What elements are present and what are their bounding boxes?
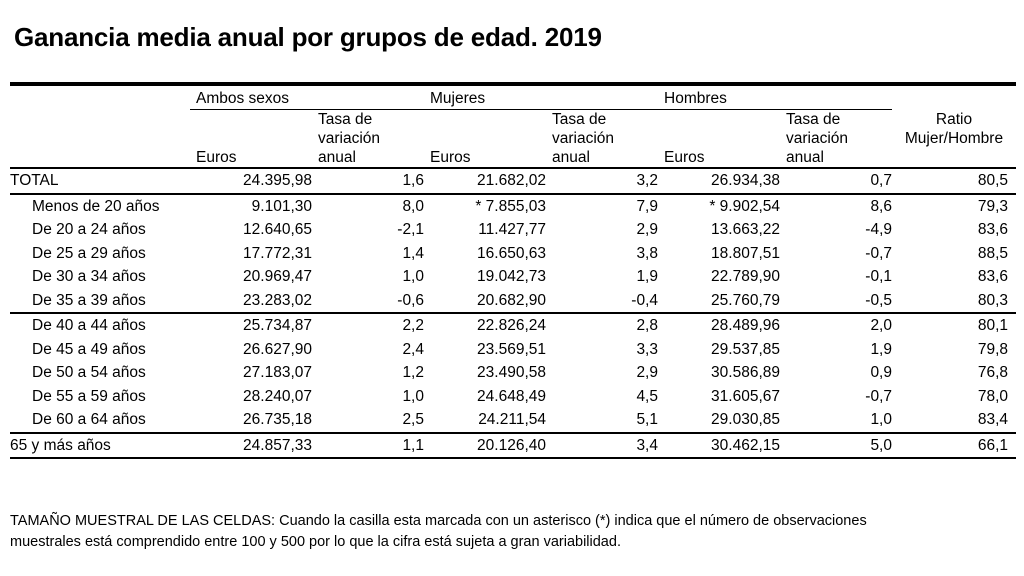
table-row (10, 385, 1016, 409)
cell-hombres-tasa: 0,7 (870, 172, 892, 189)
sub-header-spacer-1 (10, 110, 190, 130)
cell-mujeres-tasa: 3,2 (636, 172, 658, 189)
cell-ratio: 83,6 (977, 221, 1008, 238)
page-title: Ganancia media anual por grupos de edad. 2019 (14, 22, 602, 52)
cell-ambos-tasa: 2,4 (402, 340, 424, 358)
cell-mujeres-tasa: 2,9 (636, 221, 658, 238)
sub-header-ambos-tasa-l3: anual (318, 149, 356, 166)
cell-ambos-tasa: -2,1 (397, 221, 424, 238)
cell-mujeres-tasa: -0,4 (631, 291, 658, 309)
row-label: De 25 a 29 años (32, 244, 146, 262)
sub-header-ambos-tasa-l1: Tasa de (318, 111, 373, 128)
cell-ambos-tasa: 1,6 (402, 172, 424, 189)
row-label: Menos de 20 años (32, 197, 160, 215)
cell-ambos-euros: 20.969,47 (243, 268, 312, 285)
cell-hombres-tasa: -4,9 (865, 221, 892, 238)
cell-ambos-euros: 23.283,02 (243, 291, 312, 309)
sub-header-mujeres-tasa-l3: anual (552, 149, 590, 166)
cell-hombres-euros: 25.760,79 (711, 291, 780, 309)
table-body (10, 84, 1016, 169)
cell-hombres-euros: 18.807,51 (711, 244, 780, 262)
cell-ratio: 83,6 (977, 268, 1008, 285)
cell-ambos-euros: 26.735,18 (243, 411, 312, 428)
cell-hombres-euros: 29.030,85 (711, 411, 780, 428)
cell-mujeres-tasa: 4,5 (636, 387, 658, 405)
cell-ratio: 83,4 (977, 411, 1008, 428)
row-label: De 55 a 59 años (32, 387, 146, 405)
cell-ambos-tasa: 1,1 (402, 436, 424, 454)
cell-ambos-euros: 17.772,31 (243, 244, 312, 262)
table-row (10, 314, 1016, 338)
cell-ambos-tasa: 1,0 (402, 268, 424, 285)
cell-ratio: 80,3 (977, 291, 1008, 309)
cell-ratio: 88,5 (977, 244, 1008, 262)
cell-ambos-tasa: 2,5 (402, 411, 424, 428)
cell-ratio: 79,8 (977, 340, 1008, 358)
row-label: TOTAL (10, 172, 59, 189)
cell-mujeres-tasa: 3,4 (636, 436, 658, 454)
sub-header-hombres-euros: Euros (664, 149, 705, 166)
separator-segment (10, 458, 190, 459)
cell-hombres-tasa: 5,0 (870, 436, 892, 454)
cell-mujeres-tasa: 1,9 (636, 268, 658, 285)
table-row (10, 218, 1016, 242)
table-row (10, 361, 1016, 385)
cell-mujeres-euros: 21.682,02 (477, 172, 546, 189)
sub-header-mujeres-tasa-l1: Tasa de (552, 111, 607, 128)
cell-ratio: 80,5 (977, 172, 1008, 189)
cell-hombres-tasa: -0,5 (865, 291, 892, 309)
cell-mujeres-tasa: 5,1 (636, 411, 658, 428)
sub-header-ratio-l1: Ratio (935, 111, 973, 128)
cell-ambos-euros: 25.734,87 (243, 317, 312, 334)
cell-ambos-tasa: 1,2 (402, 364, 424, 381)
row-label: De 40 a 44 años (32, 317, 146, 334)
sub-header-mujeres-euros-spacer (424, 110, 546, 130)
cell-ambos-tasa: 2,2 (402, 317, 424, 334)
sub-header-hombres-euros-spacer (658, 110, 780, 130)
cell-ambos-euros: 26.627,90 (243, 340, 312, 358)
cell-hombres-euros: 30.462,15 (711, 436, 780, 454)
table-row (10, 195, 1016, 219)
cell-mujeres-euros: 24.211,54 (478, 411, 546, 428)
row-label: De 60 a 64 años (32, 411, 146, 428)
row-separator (10, 458, 1016, 459)
row-label: De 30 a 34 años (32, 268, 146, 285)
cell-hombres-euros: 13.663,22 (711, 221, 780, 238)
sub-header-spacer-2 (10, 129, 190, 148)
group-header-ambos-sexos: Ambos sexos (190, 86, 424, 110)
cell-mujeres-tasa: 3,8 (636, 244, 658, 262)
sub-header-mujeres-euros-spacer-2 (424, 129, 546, 148)
sub-header-mujeres-tasa-l2: variación (552, 130, 615, 147)
footnote (10, 511, 1016, 553)
cell-hombres-euros: 28.489,96 (711, 317, 780, 334)
cell-hombres-euros: 22.789,90 (711, 268, 780, 285)
row-label: De 45 a 49 años (32, 340, 146, 358)
sub-header-row-3 (10, 148, 1016, 168)
table-row (10, 408, 1016, 433)
corner-cell (10, 86, 190, 110)
separator-segment (780, 458, 892, 459)
table-row (10, 289, 1016, 314)
cell-hombres-tasa: 8,6 (870, 197, 892, 215)
cell-hombres-tasa: 1,9 (870, 340, 892, 358)
cell-hombres-euros: 30.586,89 (711, 364, 780, 381)
sub-header-hombres-tasa-l1: Tasa de (786, 111, 841, 128)
sub-header-row-1 (10, 110, 1016, 130)
cell-hombres-tasa: -0,7 (865, 244, 892, 262)
group-header-hombres: Hombres (658, 86, 892, 110)
cell-ratio: 78,0 (977, 387, 1008, 405)
earnings-table (10, 82, 1016, 459)
sub-header-ambos-euros-spacer (190, 110, 312, 130)
cell-mujeres-tasa: 2,8 (636, 317, 658, 334)
cell-hombres-tasa: -0,1 (865, 268, 892, 285)
cell-mujeres-euros: 20.126,40 (477, 436, 546, 454)
column-group-header-row (10, 86, 1016, 110)
sub-header-ambos-tasa-l2: variación (318, 130, 381, 147)
cell-ratio: 80,1 (977, 317, 1008, 334)
cell-mujeres-tasa: 3,3 (636, 340, 658, 358)
footnote-line-1: TAMAÑO MUESTRAL DE LAS CELDAS: Cuando la casilla esta marcada con un asterisco (*) indica que el número de observaciones (10, 513, 867, 529)
cell-hombres-tasa: 2,0 (870, 317, 892, 334)
cell-ratio: 76,8 (977, 364, 1008, 381)
separator-segment (546, 458, 658, 459)
cell-ambos-tasa: -0,6 (397, 291, 424, 309)
cell-ratio: 79,3 (977, 197, 1008, 215)
cell-hombres-euros: 26.934,38 (711, 172, 780, 189)
table-row (10, 265, 1016, 289)
cell-ambos-tasa: 8,0 (402, 197, 424, 215)
sub-header-ambos-euros: Euros (196, 149, 237, 166)
cell-hombres-tasa: 1,0 (870, 411, 892, 428)
cell-ambos-euros: 28.240,07 (243, 387, 312, 405)
table-row (10, 434, 1016, 459)
cell-hombres-euros: 31.605,67 (711, 387, 780, 405)
sub-header-hombres-tasa-l3: anual (786, 149, 824, 166)
data-rows-body (10, 169, 1016, 459)
separator-segment (892, 458, 1016, 459)
cell-ambos-euros: 9.101,30 (251, 197, 312, 215)
table-row (10, 242, 1016, 266)
sub-header-hombres-euros-spacer-2 (658, 129, 780, 148)
cell-mujeres-euros: 24.648,49 (477, 387, 546, 405)
sub-header-ambos-euros-spacer-2 (190, 129, 312, 148)
sub-header-hombres-tasa-l2: variación (786, 130, 849, 147)
separator-segment (424, 458, 546, 459)
sub-header-row-2 (10, 129, 1016, 148)
cell-mujeres-euros: 22.826,24 (477, 317, 546, 334)
cell-mujeres-euros: 20.682,90 (477, 291, 546, 309)
sub-header-ratio-l2: Mujer/Hombre (904, 130, 1004, 147)
sub-header-mujeres-euros: Euros (430, 149, 471, 166)
cell-hombres-tasa: 0,9 (870, 364, 892, 381)
cell-ambos-euros: 27.183,07 (243, 364, 312, 381)
row-label: 65 y más años (10, 436, 111, 454)
group-header-mujeres: Mujeres (424, 86, 658, 110)
cell-ratio: 66,1 (977, 436, 1008, 454)
cell-mujeres-euros: * 7.855,03 (475, 197, 546, 215)
cell-ambos-euros: 24.857,33 (243, 436, 312, 454)
separator-segment (312, 458, 424, 459)
row-label: De 35 a 39 años (32, 291, 146, 309)
sub-header-spacer-3 (10, 148, 190, 168)
separator-segment (658, 458, 780, 459)
cell-ambos-euros: 12.640,65 (243, 221, 312, 238)
cell-ambos-tasa: 1,0 (402, 387, 424, 405)
cell-mujeres-euros: 11.427,77 (478, 221, 546, 238)
cell-mujeres-tasa: 2,9 (636, 364, 658, 381)
cell-mujeres-euros: 16.650,63 (477, 244, 546, 262)
cell-mujeres-euros: 19.042,73 (477, 268, 546, 285)
cell-hombres-tasa: -0,7 (865, 387, 892, 405)
data-table-container (10, 82, 1016, 459)
table-row (10, 169, 1016, 194)
cell-hombres-euros: * 9.902,54 (709, 197, 780, 215)
group-header-ratio-blank (892, 86, 1016, 110)
separator-segment (190, 458, 312, 459)
cell-ambos-euros: 24.395,98 (243, 172, 312, 189)
row-label: De 50 a 54 años (32, 364, 146, 381)
cell-ambos-tasa: 1,4 (402, 244, 424, 262)
cell-mujeres-tasa: 7,9 (636, 197, 658, 215)
table-row (10, 338, 1016, 362)
sub-header-ratio-spacer (892, 148, 1016, 168)
cell-mujeres-euros: 23.569,51 (477, 340, 546, 358)
cell-mujeres-euros: 23.490,58 (477, 364, 546, 381)
cell-hombres-euros: 29.537,85 (711, 340, 780, 358)
row-label: De 20 a 24 años (32, 221, 146, 238)
footnote-line-2: muestrales está comprendido entre 100 y 500 por lo que la cifra está sujeta a gran variabilidad. (10, 534, 621, 550)
